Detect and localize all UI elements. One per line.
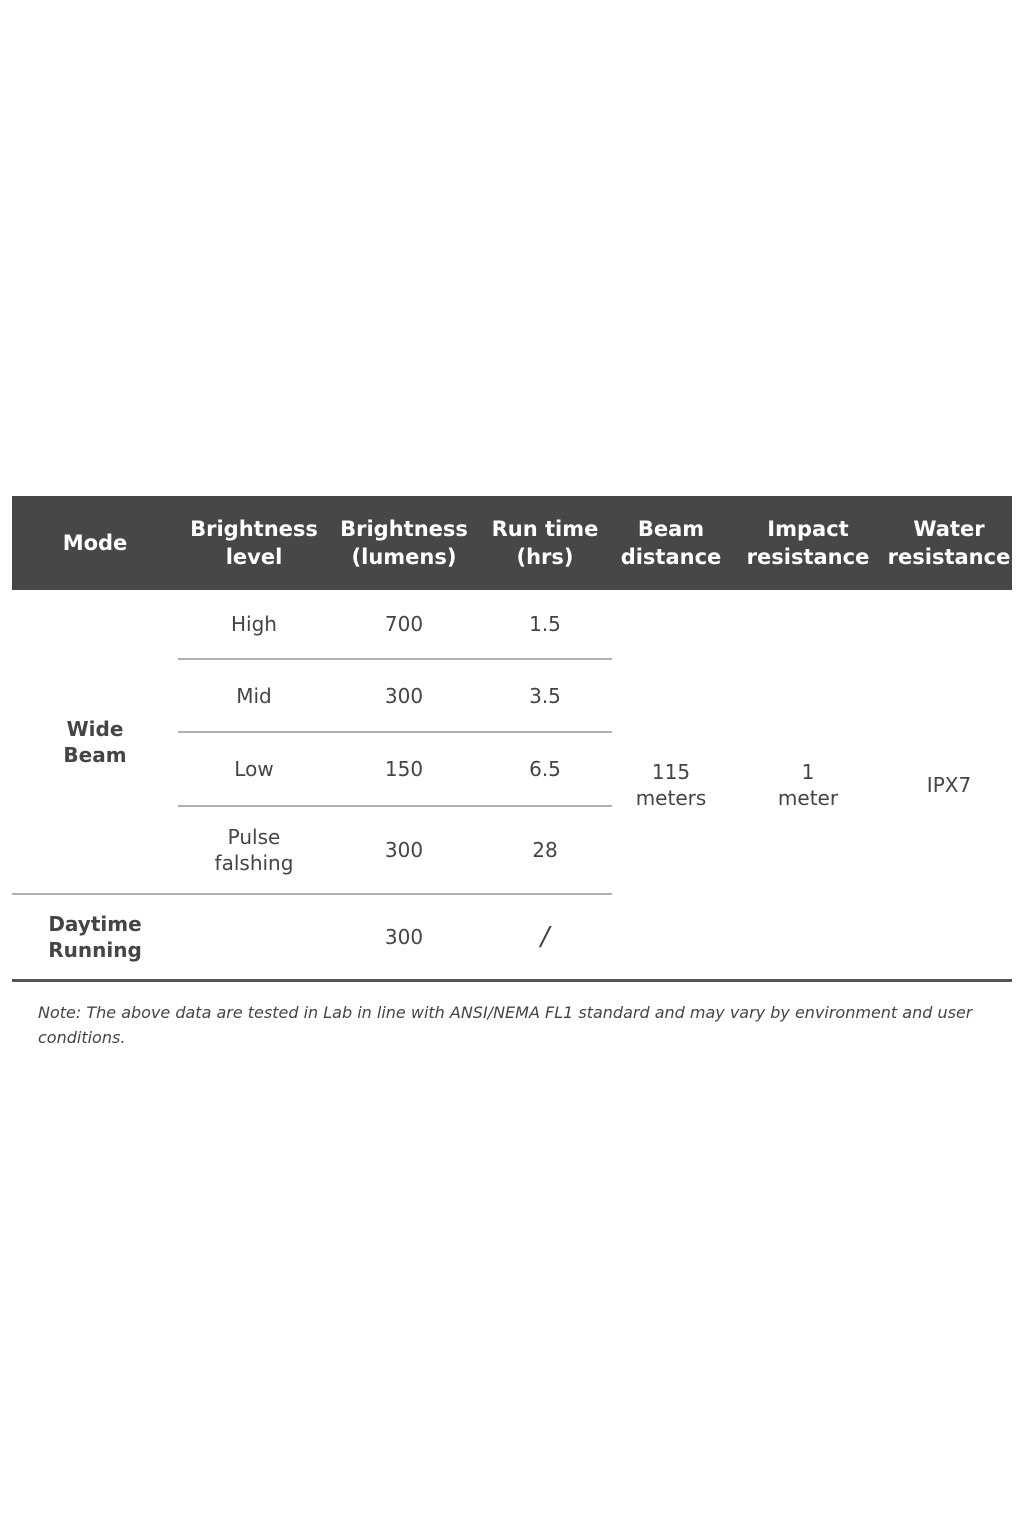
header-mode: Mode: [12, 496, 178, 590]
lumens-cell: 300: [330, 806, 478, 894]
header-row: [12, 496, 1012, 590]
runtime-cell: 3.5: [478, 659, 612, 732]
lumens-cell: 300: [330, 894, 478, 981]
runtime-cell: 28: [478, 806, 612, 894]
level-cell: Mid: [178, 659, 330, 732]
runtime-cell: /: [478, 894, 612, 981]
impact-resistance-cell: 1 meter: [730, 590, 886, 981]
beam-distance-cell: 115 meters: [612, 590, 730, 981]
header-water-resistance: Water resistance: [886, 496, 1012, 590]
water-resistance-cell: IPX7: [886, 590, 1012, 981]
footnote: Note: The above data are tested in Lab in line with ANSI/NEMA FL1 standard and may vary by environment and user conditions.: [38, 1003, 973, 1047]
spec-table: [12, 496, 1012, 982]
level-cell: Low: [178, 732, 330, 806]
level-cell: [178, 894, 330, 981]
header-brightness-level: Brightness level: [178, 496, 330, 590]
header-beam-distance: Beam distance: [612, 496, 730, 590]
header-run-time: Run time (hrs): [478, 496, 612, 590]
lumens-cell: 150: [330, 732, 478, 806]
runtime-cell: 6.5: [478, 732, 612, 806]
table-row: [12, 590, 1012, 659]
header-impact-resistance: Impact resistance: [730, 496, 886, 590]
mode-wide-beam: Wide Beam: [63, 716, 127, 767]
runtime-cell: 1.5: [529, 612, 561, 636]
lumens-cell: 700: [384, 612, 424, 636]
mode-daytime-running: Daytime Running: [12, 894, 178, 981]
level-cell: Pulse falshing: [178, 806, 330, 894]
header-brightness-lumens: Brightness (lumens): [330, 496, 478, 590]
level-cell: High: [231, 612, 277, 636]
lumens-cell: 300: [330, 659, 478, 732]
